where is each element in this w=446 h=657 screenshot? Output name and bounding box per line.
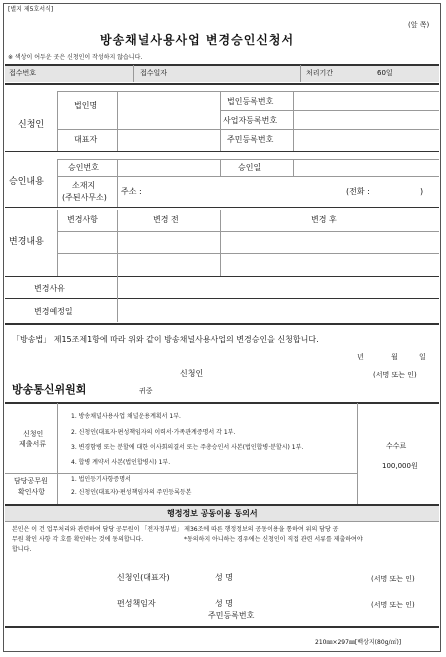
biz-reg-no-label: 사업자등록번호 xyxy=(223,116,278,125)
recipient: 방송통신위원회 xyxy=(12,383,87,396)
approval-section-label: 승인내용 xyxy=(9,177,44,187)
official-check-label-1: 담당공무원 xyxy=(14,477,48,485)
consent-editor-resident-label: 주민등록번호 xyxy=(208,611,255,620)
side-label: (앞 쪽) xyxy=(408,21,430,29)
change-reason-label: 변경사유 xyxy=(34,284,65,293)
consent-editor-name-label: 성 명 xyxy=(215,599,233,608)
approval-date-label: 승인일 xyxy=(238,163,262,172)
applicant-doc-item-2: 2. 신청인(대표자·편성책임자의 이력서·가족관계증명서 각 1부. xyxy=(71,429,236,436)
consent-editor-label: 편성책임자 xyxy=(117,599,156,608)
official-check-item-1: 1. 법인등기사항증명서 xyxy=(71,476,131,483)
consent-rep-sign-note: (서명 또는 인) xyxy=(371,575,415,583)
applicant-docs-label-2: 제출서류 xyxy=(19,440,47,448)
paper-spec-footer: 210㎜×297㎜[백상지(80g/㎡)] xyxy=(315,639,402,646)
form-title: 방송채널사용사업 변경승인신청서 xyxy=(100,33,295,47)
consent-text-1: 본인은 이 건 업무처리와 관련하여 담당 공무원이 「전자정부법」 제36조에 따른 행정정보의 공동이용을 통하여 위의 담당 공 xyxy=(12,526,339,533)
application-statement: 「방송법」 제15조제1항에 따라 위와 같이 방송채널사용사업의 변경승인을 신청합니다. xyxy=(12,335,319,344)
fee-value: 100,000원 xyxy=(382,462,418,470)
applicant-doc-item-1: 1. 방송채널사용사업 채널운용계획서 1부. xyxy=(71,413,181,420)
corp-reg-no-label: 법인등록번호 xyxy=(227,97,274,106)
phone-close: ) xyxy=(420,187,424,196)
change-section-label: 변경내용 xyxy=(9,237,44,247)
applicant-doc-item-3: 3. 변경함병 또는 분할에 대한 이사회의결서 또는 주총승인서 사본(법인합병·분할시) 1부. xyxy=(71,444,304,451)
receipt-date-label: 접수일자 xyxy=(140,69,168,77)
date-day: 일 xyxy=(419,353,426,361)
planned-date-label: 변경예정일 xyxy=(34,307,73,316)
signer-sign-note: (서명 또는 인) xyxy=(373,371,417,379)
location-sub-label: (주된사무소) xyxy=(62,193,107,202)
recipient-suffix: 귀중 xyxy=(139,387,153,395)
applicant-doc-item-4: 4. 합병 계약서 사본(법인합병시) 1부. xyxy=(71,459,171,466)
consent-text-2: 무원 확인 사항 각 호를 확인하는 것에 동의합니다. xyxy=(12,536,144,543)
consent-rep-name-label: 성 명 xyxy=(215,573,233,582)
applicant-docs-label-1: 신청인 xyxy=(23,430,44,438)
form-note: ※ 색상이 어두운 곳은 신청인이 작성하지 않습니다. xyxy=(8,54,143,61)
change-after-header: 변경 후 xyxy=(311,215,337,224)
date-month: 월 xyxy=(391,353,398,361)
location-label: 소재지 xyxy=(72,181,96,190)
fee-label: 수수료 xyxy=(386,442,407,450)
signer-label: 신청인 xyxy=(180,369,204,378)
form-label: [별지 제5호서식] xyxy=(8,6,54,13)
processing-period-value: 60일 xyxy=(377,69,393,77)
applicant-section-label: 신청인 xyxy=(18,120,45,130)
consent-text-3: *동의하지 아니하는 경우에는 신청인이 직접 관련 서류를 제출하여야 xyxy=(184,536,363,543)
consent-rep-label: 신청인(대표자) xyxy=(117,573,170,582)
address-label: 주소 : xyxy=(121,187,142,196)
processing-period-label: 처리기간 xyxy=(306,69,334,77)
change-before-header: 변경 전 xyxy=(153,215,179,224)
corp-name-label: 법인명 xyxy=(74,101,98,110)
consent-editor-sign-note: (서명 또는 인) xyxy=(371,601,415,609)
change-item-header: 변경사항 xyxy=(67,215,98,224)
form-frame xyxy=(3,3,441,652)
receipt-row-shade xyxy=(5,65,439,82)
date-year: 년 xyxy=(357,353,364,361)
resident-no-label: 주민등록번호 xyxy=(227,135,274,144)
approval-no-label: 승인번호 xyxy=(68,163,99,172)
receipt-no-label: 접수번호 xyxy=(9,69,37,77)
consent-heading: 행정정보 공동이용 동의서 xyxy=(167,509,258,518)
official-check-item-2: 2. 신청인(대표자)·편성책임자의 주민등록등본 xyxy=(71,489,192,496)
consent-text-4: 합니다. xyxy=(12,546,32,553)
phone-label: (전화 : xyxy=(346,187,370,196)
official-check-label-2: 확인사항 xyxy=(18,488,46,496)
representative-label: 대표자 xyxy=(74,135,98,144)
